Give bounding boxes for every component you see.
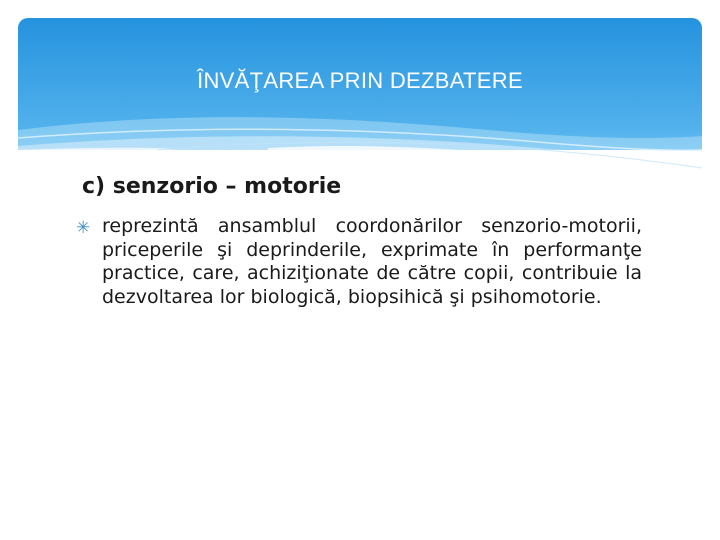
asterisk-bullet-icon: ✳ [76,218,91,238]
slide-title: ÎNVĂŢAREA PRIN DEZBATERE [197,68,523,93]
bullet-text: reprezintă ansamblul coordonărilor senzorio-motorii, priceperile şi deprinderile, exprimate în performanţe practice, care, achiziţionate de către copii, contribuie la dezvoltarea lor biologică, biopsihică şi psihomotorie. [102,215,642,308]
section-subtitle: c) senzorio – motorie [82,174,342,199]
banner-background [18,18,702,178]
title-banner [18,18,702,178]
